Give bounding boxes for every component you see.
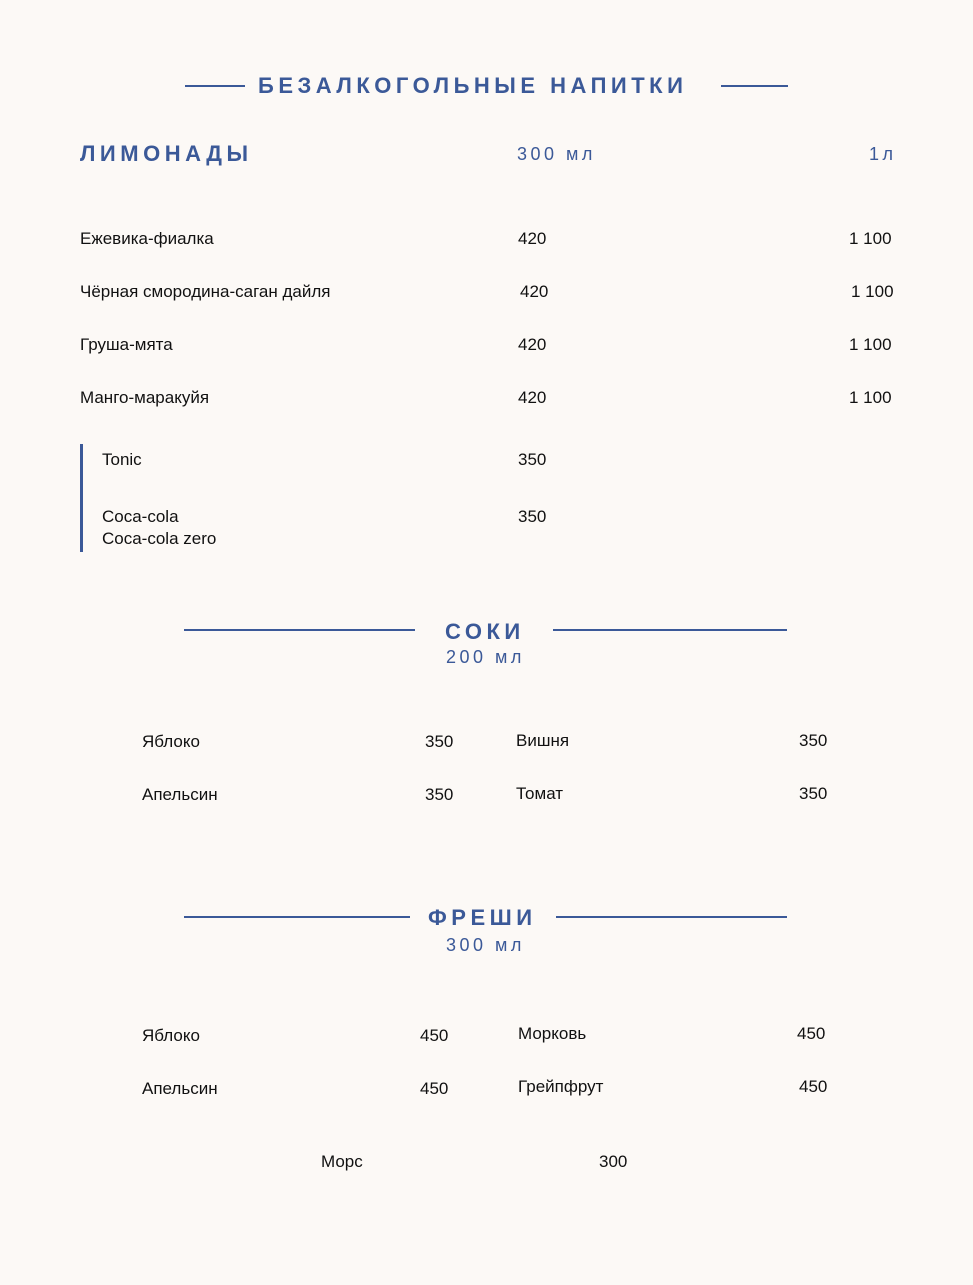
fresh-title: ФРЕШИ [428,905,537,930]
fresh-name: Яблоко [142,1026,200,1045]
page-title: БЕЗАЛКОГОЛЬНЫЕ НАПИТКИ [258,73,688,98]
lemonade-price-1l: 1 100 [849,388,892,407]
lemonades-col-1l: 1л [869,144,897,164]
fresh-name: Грейпфрут [518,1077,604,1096]
lemonade-name: Чёрная смородина-саган дайля [80,282,331,301]
juice-price: 350 [799,731,828,750]
extra-item-name: Tonic [102,450,142,469]
extra-item-price: 350 [518,450,547,469]
lemonade-price-1l: 1 100 [849,335,892,354]
mors-name: Морс [321,1152,363,1171]
lemonade-price-300: 420 [518,388,547,407]
fresh-price: 450 [799,1077,828,1096]
juice-price: 350 [425,732,454,751]
juices-rule-right [553,629,787,631]
fresh-name: Морковь [518,1024,587,1043]
lemonades-title: ЛИМОНАДЫ [80,141,253,166]
lemonade-price-300: 420 [518,229,547,248]
extra-item-name: Coca-cola [102,507,179,526]
juice-name: Томат [516,784,564,803]
header-rule-right [721,85,788,87]
juices-rule-left [184,629,415,631]
lemonade-name: Ежевика-фиалка [80,229,214,248]
lemonade-price-300: 420 [520,282,549,301]
juice-price: 350 [799,784,828,803]
juice-name: Вишня [516,731,570,750]
fresh-price: 450 [420,1026,449,1045]
fresh-rule-right [556,916,787,918]
juice-name: Апельсин [142,785,218,804]
header-rule-left [185,85,245,87]
lemonade-name: Груша-мята [80,335,173,354]
fresh-volume: 300 мл [446,935,525,955]
fresh-price: 450 [797,1024,826,1043]
fresh-name: Апельсин [142,1079,218,1098]
juice-price: 350 [425,785,454,804]
mors-price: 300 [599,1152,628,1171]
lemonades-col-300ml: 300 мл [517,144,596,164]
juices-volume: 200 мл [446,647,525,667]
extra-item-price: 350 [518,507,547,526]
lemonade-price-300: 420 [518,335,547,354]
lemonade-price-1l: 1 100 [851,282,894,301]
fresh-price: 450 [420,1079,449,1098]
lemonade-name: Манго-маракуйя [80,388,210,407]
extras-accent-bar [80,444,83,552]
extra-item-name-2: Coca-cola zero [102,529,217,548]
juices-title: СОКИ [445,619,525,644]
juice-name: Яблоко [142,732,200,751]
lemonade-price-1l: 1 100 [849,229,892,248]
fresh-rule-left [184,916,410,918]
